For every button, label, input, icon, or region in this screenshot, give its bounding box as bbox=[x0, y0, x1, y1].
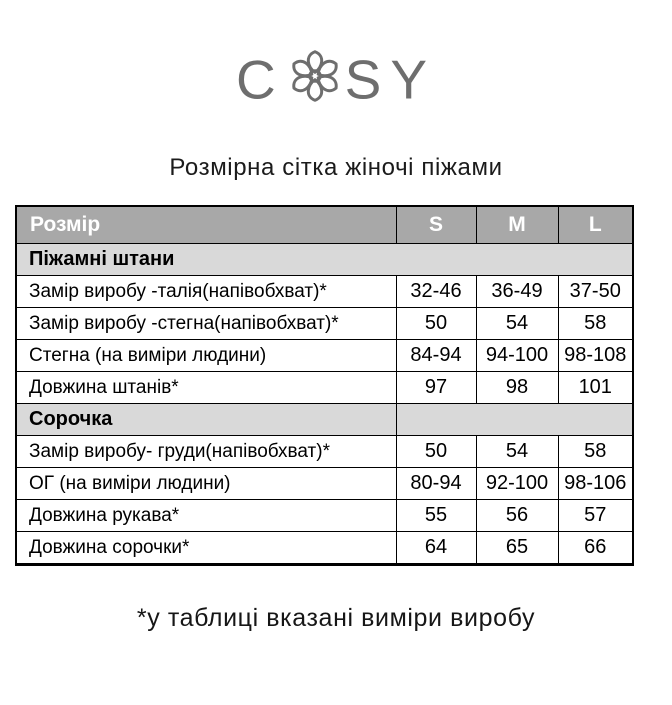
cell-value: 36-49 bbox=[476, 276, 558, 308]
size-table bbox=[15, 205, 634, 566]
row-label: Замір виробу -талія(напівобхват)* bbox=[16, 276, 396, 308]
cell-value: 98 bbox=[476, 372, 558, 404]
row-label: Замір виробу -стегна(напівобхват)* bbox=[16, 308, 396, 340]
table-row bbox=[16, 436, 633, 468]
cell-value: 92-100 bbox=[476, 468, 558, 500]
cell-value: 50 bbox=[396, 308, 476, 340]
cell-value: 94-100 bbox=[476, 340, 558, 372]
cell-value: 97 bbox=[396, 372, 476, 404]
cell-value: 56 bbox=[476, 500, 558, 532]
table-row bbox=[16, 500, 633, 532]
cell-value: 84-94 bbox=[396, 340, 476, 372]
cell-value: 58 bbox=[558, 436, 633, 468]
row-label: Довжина рукава* bbox=[16, 500, 396, 532]
table-row bbox=[16, 468, 633, 500]
table-row bbox=[16, 308, 633, 340]
cell-value: 55 bbox=[396, 500, 476, 532]
cell-value: 50 bbox=[396, 436, 476, 468]
page-title: Розмірна сітка жіночі піжами bbox=[169, 154, 503, 182]
section-row bbox=[16, 244, 633, 276]
table-row bbox=[16, 532, 633, 565]
cell-value: 66 bbox=[558, 532, 633, 565]
cell-value: 98-106 bbox=[558, 468, 633, 500]
logo-text-sy: SY bbox=[344, 48, 437, 111]
header-size-m: M bbox=[476, 206, 558, 244]
cell-value: 64 bbox=[396, 532, 476, 565]
flower-icon bbox=[287, 48, 343, 104]
cell-value: 54 bbox=[476, 308, 558, 340]
section-label: Піжамні штани bbox=[16, 244, 633, 276]
row-label: Стегна (на виміри людини) bbox=[16, 340, 396, 372]
table-row bbox=[16, 372, 633, 404]
table-header-row bbox=[16, 206, 633, 244]
table-row bbox=[16, 340, 633, 372]
cell-value: 58 bbox=[558, 308, 633, 340]
row-label: Довжина штанів* bbox=[16, 372, 396, 404]
header-size-s: S bbox=[396, 206, 476, 244]
cell-value: 101 bbox=[558, 372, 633, 404]
header-size-label: Розмір bbox=[16, 206, 396, 244]
cell-value: 57 bbox=[558, 500, 633, 532]
cell-value: 80-94 bbox=[396, 468, 476, 500]
cell-value: 37-50 bbox=[558, 276, 633, 308]
size-table-body bbox=[16, 244, 633, 565]
section-row bbox=[16, 404, 633, 436]
section-filler bbox=[396, 404, 633, 436]
cell-value: 32-46 bbox=[396, 276, 476, 308]
cell-value: 65 bbox=[476, 532, 558, 565]
footnote: *у таблиці вказані виміри виробу bbox=[136, 604, 536, 633]
section-label: Сорочка bbox=[16, 404, 396, 436]
table-row bbox=[16, 276, 633, 308]
row-label: Довжина сорочки* bbox=[16, 532, 396, 565]
cell-value: 54 bbox=[476, 436, 558, 468]
header-size-l: L bbox=[558, 206, 633, 244]
cosy-logo bbox=[0, 0, 672, 110]
logo-text-c: C bbox=[235, 48, 285, 111]
row-label: Замір виробу- груди(напівобхват)* bbox=[16, 436, 396, 468]
cell-value: 98-108 bbox=[558, 340, 633, 372]
row-label: ОГ (на виміри людини) bbox=[16, 468, 396, 500]
